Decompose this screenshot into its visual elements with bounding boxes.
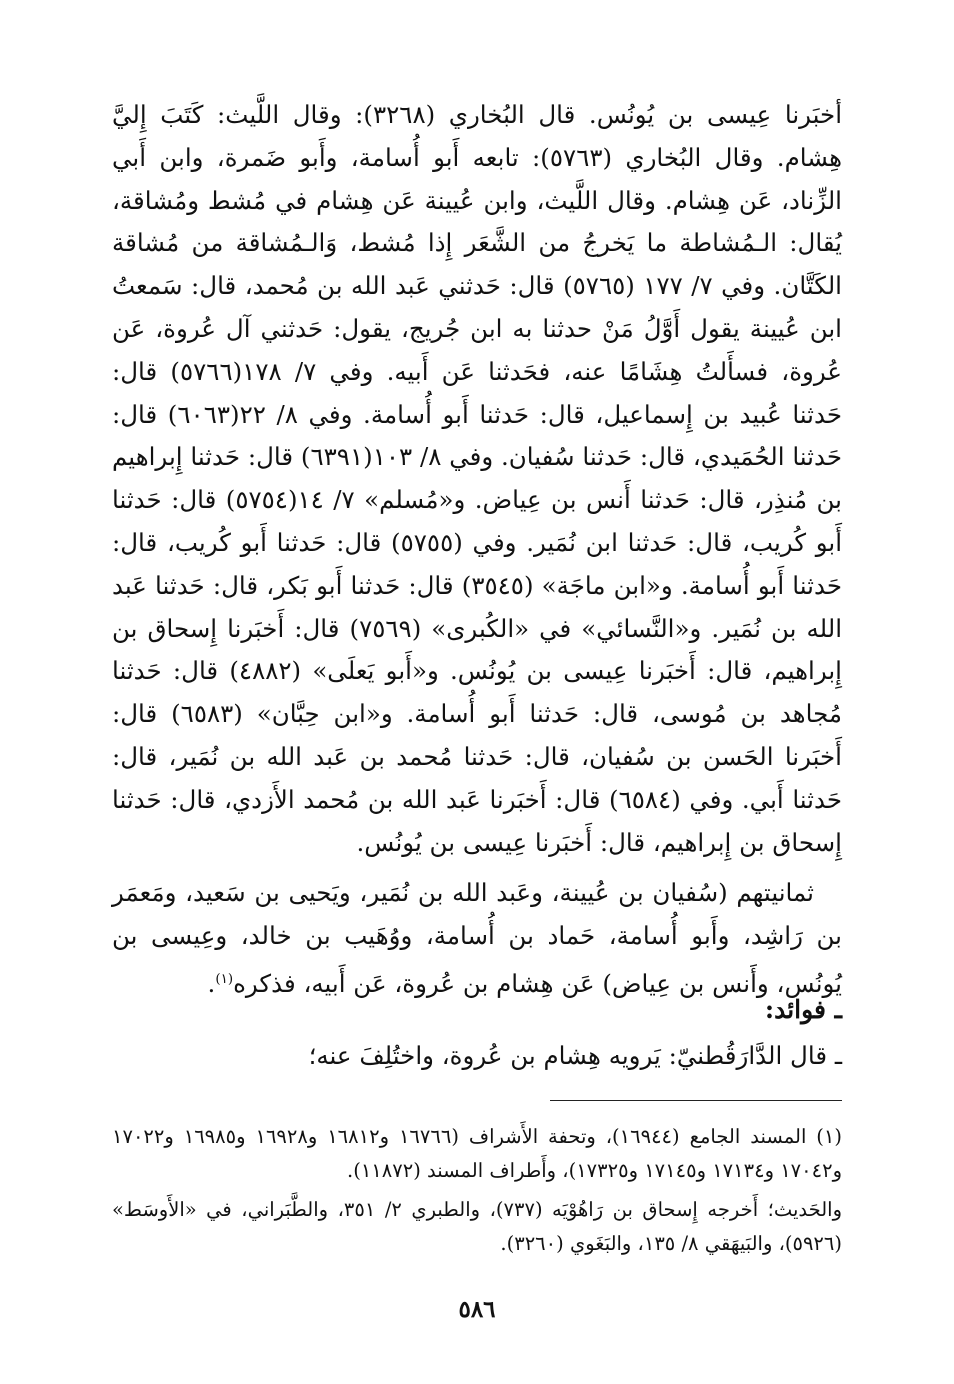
narrators-summary-text: ثمانيتهم (سُفيان بن عُيينة، وعَبد الله بن نُمَير، ويَحيى بن سَعيد، ومَعمَر بن رَاشِد، وأَبو أُسامة، حَماد بن أُسامة، ووُهَيب بن خالد، وعِيسى بن يُونُس، وأَنس بن عِياض) عَن هِشام بن عُروة، عَن أَبيه، فذكره (112, 878, 842, 999)
main-text-block (112, 94, 842, 1006)
footnote-divider (550, 1100, 842, 1101)
daraqutni-statement: ـ قال الدَّارَقُطنيّ: يَرويه هِشام بن عُروة، واختُلِفَ عنه؛ (308, 1041, 842, 1070)
fawaid-heading: ـ فوائد: (764, 995, 842, 1024)
narrators-summary-paragraph: ثمانيتهم (سُفيان بن عُيينة، وعَبد الله بن نُمَير، ويَحيى بن سَعيد، ومَعمَر بن رَاشِد، وأَبو أُسامة، حَماد بن أُسامة، ووُهَيب بن خالد، وعِيسى بن يُونُس، وأَنس بن عِياض) عَن هِشام بن عُروة، عَن أَبيه، فذكره$^{(١)}$. (112, 878, 842, 999)
footnote-1: (١) المسند الجامع (١٦٩٤٤)، وتحفة الأَشراف (١٦٧٦٦ و١٦٨١٢ و١٦٩٢٨ و١٦٩٨٥ و١٧٠٢٢ و١٧٠٤٢ و١٧١٣٤ و١٧١٤٥ و١٧٣٢٥)، وأَطراف المسند (١١٨٧٢). (112, 1125, 843, 1182)
footnote-1-continuation: والحَديث؛ أَخرجه إِسحاق بن رَاهُوْيَه (٧٣٧)، والطبري ٢/ ٣٥١، والطَّبَراني، في «الأَوسَط» (٥٩٢٦)، والبَيهَقي ٨/ ١٣٥، والبَغَوي (٣٢٦٠). (112, 1198, 842, 1255)
page-number: ٥٨٦ (458, 1296, 496, 1323)
hadith-sources-paragraph: أخبَرنا عِيسى بن يُونُس. قال البُخاري (٣٢٦٨): وقال اللَّيث: كَتَبَ إِليَّ هِشام. وقال البُخاري (٥٧٦٣): تابعه أَبو أُسامة، وأَبو ضَمرة، وابن أَبي الزِّناد، عَن هِشام. وقال اللَّيث، وابن عُيينة عَن هِشام في مُشط ومُشاقة، يُقال: الـمُشاطة ما يَخرجُ من الشَّعَر إِذا مُشط، وَالـمُشاقة من مُشاقة الكَتَّان. وفي ٧/ ١٧٧ (٥٧٦٥) قال: حَدثني عَبد الله بن مُحمد، قال: سَمعتُ ابن عُيينة يقول أَوَّلُ مَنْ حدثنا به ابن جُريج، يقول: حَدثني آل عُروة، عَن عُروة، فسأَلتُ هِشَامًا عنه، فحَدثنا عَن أَبيه. وفي ٧/ ١٧٨(٥٧٦٦) قال: حَدثنا عُبيد بن إِسماعيل، قال: حَدثنا أَبو أُسامة. وفي ٨/ ٢٢(٦٠٦٣) قال: حَدثنا الحُمَيدي، قال: حَدثنا سُفيان. وفي ٨/ ١٠٣(٦٣٩١) قال: حَدثنا إِبراهيم بن مُنذِر، قال: حَدثنا أَنس بن عِياض. و«مُسلم» ٧/ ١٤(٥٧٥٤) قال: حَدثنا أَبو كُريب، قال: حَدثنا ابن نُمَير. وفي (٥٧٥٥) قال: حَدثنا أَبو كُريب، قال: حَدثنا أَبو أُسامة. و«ابن ماجَة» (٣٥٤٥) قال: حَدثنا أَبو بَكر، قال: حَدثنا عَبد الله بن نُمَير. و«النَّسائي» في «الكُبرى» (٧٥٦٩) قال: أَخبَرنا إِسحاق بن إِبراهيم، قال: أَخبَرنا عِيسى بن يُونُس. و«أَبو يَعلَى» (٤٨٨٢) قال: حَدثنا مُجاهد بن مُوسى، قال: حَدثنا أَبو أُسامة. و«ابن حِبَّان» (٦٥٨٣) قال: أَخبَرنا الحَسن بن سُفيان، قال: حَدثنا مُحمد بن عَبد الله بن نُمَير، قال: حَدثنا أَبي. وفي (٦٥٨٤) قال: أَخبَرنا عَبد الله بن مُحمد الأَزدي، قال: حَدثنا إِسحاق بن إِبراهيم، قال: أَخبَرنا عِيسى بن يُونُس. (112, 100, 843, 857)
footnote-reference[interactable]: (١) (215, 970, 234, 987)
footnotes-block (112, 1120, 842, 1260)
